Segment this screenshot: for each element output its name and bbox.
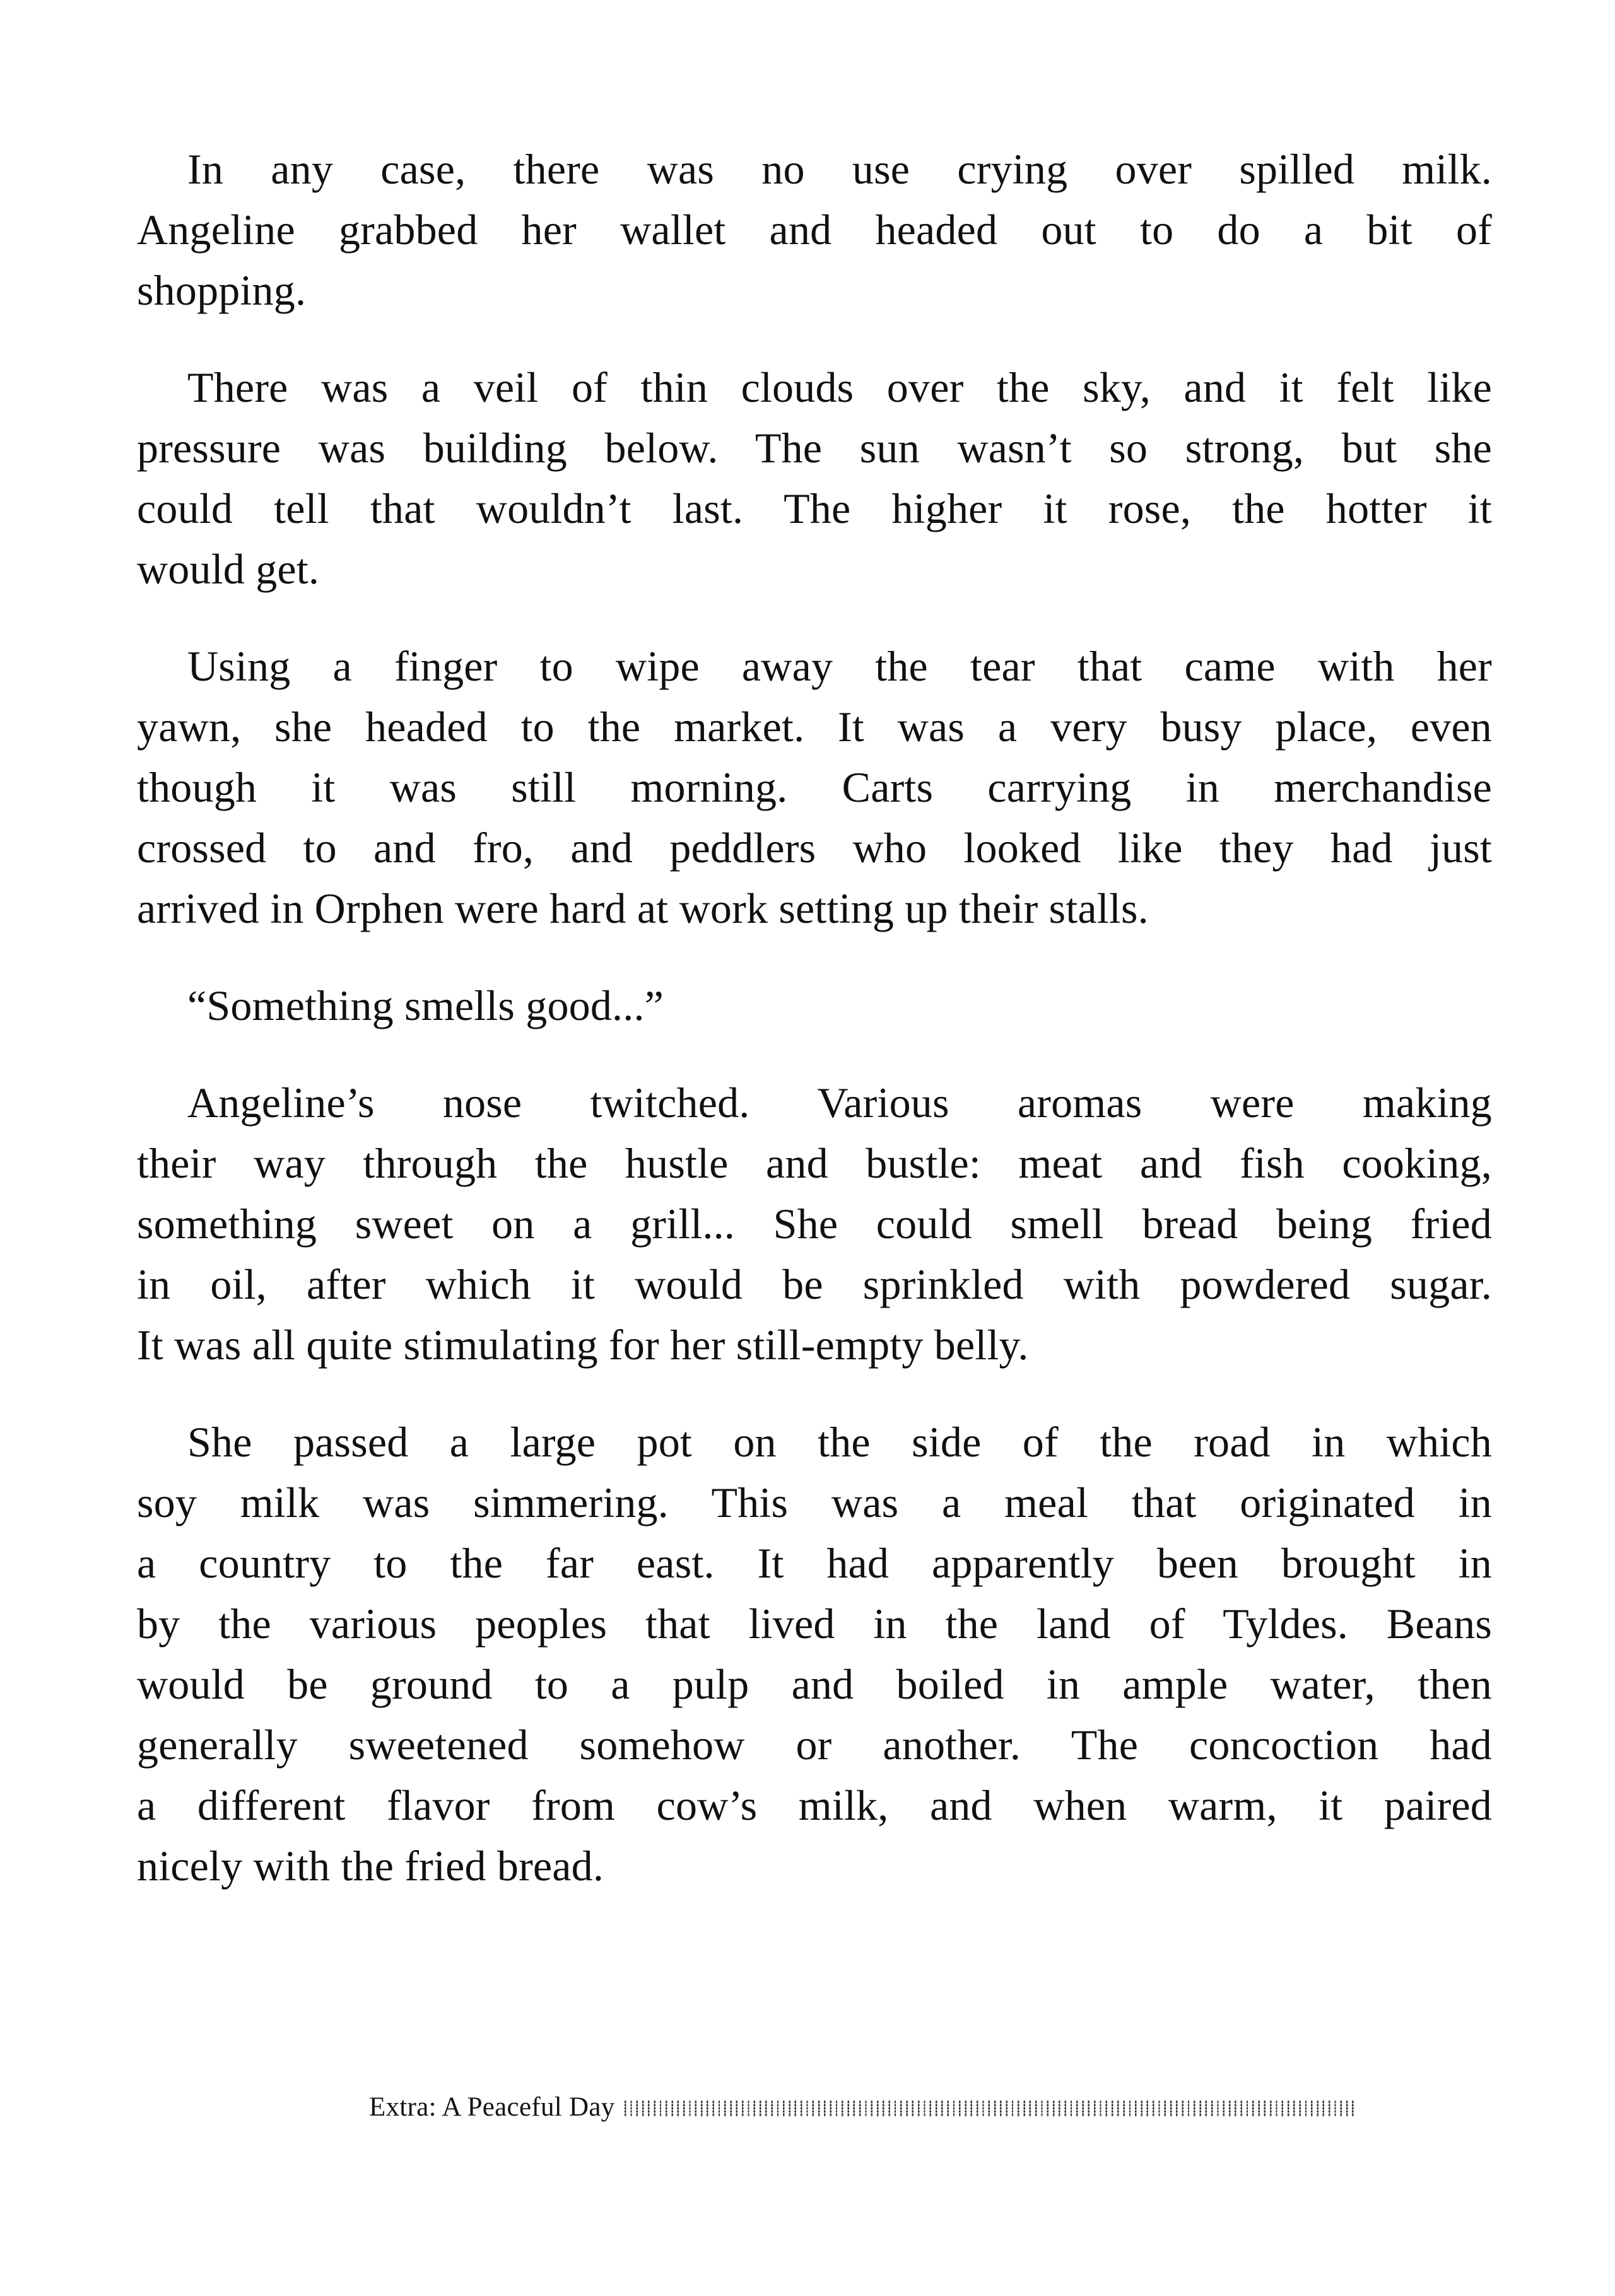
text-line: In any case, there was no use crying over spilled milk. [187,145,1492,193]
text-line: their way through the hustle and bustle: meat and fish cooking, [137,1139,1492,1187]
body-text [137,139,1492,1896]
text-line: shopping. [137,266,307,314]
text-line: Using a finger to wipe away the tear that came with her [187,642,1492,690]
text-line: nicely with the fried bread. [137,1842,604,1890]
text-line: something sweet on a grill... She could smell bread being fried [137,1200,1492,1248]
text-line: soy milk was simmering. This was a meal that originated in [137,1479,1492,1526]
paragraph [137,1072,1492,1375]
text-line: arrived in Orphen were hard at work setting up their stalls. [137,884,1149,932]
text-line: would be ground to a pulp and boiled in ample water, then [137,1660,1492,1708]
paragraph [137,139,1492,320]
text-line: in oil, after which it would be sprinkled with powdered sugar. [137,1260,1492,1308]
footer-chapter-label: Extra: A Peaceful Day [369,2092,615,2122]
text-line: It was all quite stimulating for her still-empty belly. [137,1321,1029,1369]
paragraph [137,975,1492,1036]
text-line: She passed a large pot on the side of the road in which [187,1418,1492,1466]
text-line: would get. [137,545,320,593]
text-line: crossed to and fro, and peddlers who looked like they had just [137,824,1492,872]
text-line: “Something smells good...” [187,981,664,1029]
text-line: pressure was building below. The sun wasn’t so strong, but she [137,424,1492,472]
text-line: Angeline grabbed her wallet and headed out to do a bit of [137,206,1492,254]
text-line: a country to the far east. It had apparently been brought in [137,1539,1492,1587]
page-footer [0,2092,1615,2129]
text-line: Angeline’s nose twitched. Various aromas were making [187,1079,1492,1127]
text-line: yawn, she headed to the market. It was a very busy place, even [137,703,1492,751]
text-line: though it was still morning. Carts carrying in merchandise [137,763,1492,811]
paragraph [137,357,1492,599]
text-line: generally sweetened somehow or another. The concoction had [137,1721,1492,1769]
text-line: by the various peoples that lived in the land of Tyldes. Beans [137,1600,1492,1648]
paragraph [137,1412,1492,1896]
text-line: a different flavor from cow’s milk, and when warm, it paired [137,1781,1492,1829]
text-line: There was a veil of thin clouds over the sky, and it felt like [187,363,1492,411]
dotted-rule-icon [625,2100,1356,2117]
paragraph [137,636,1492,939]
text-line: could tell that wouldn’t last. The higher it rose, the hotter it [137,484,1492,532]
